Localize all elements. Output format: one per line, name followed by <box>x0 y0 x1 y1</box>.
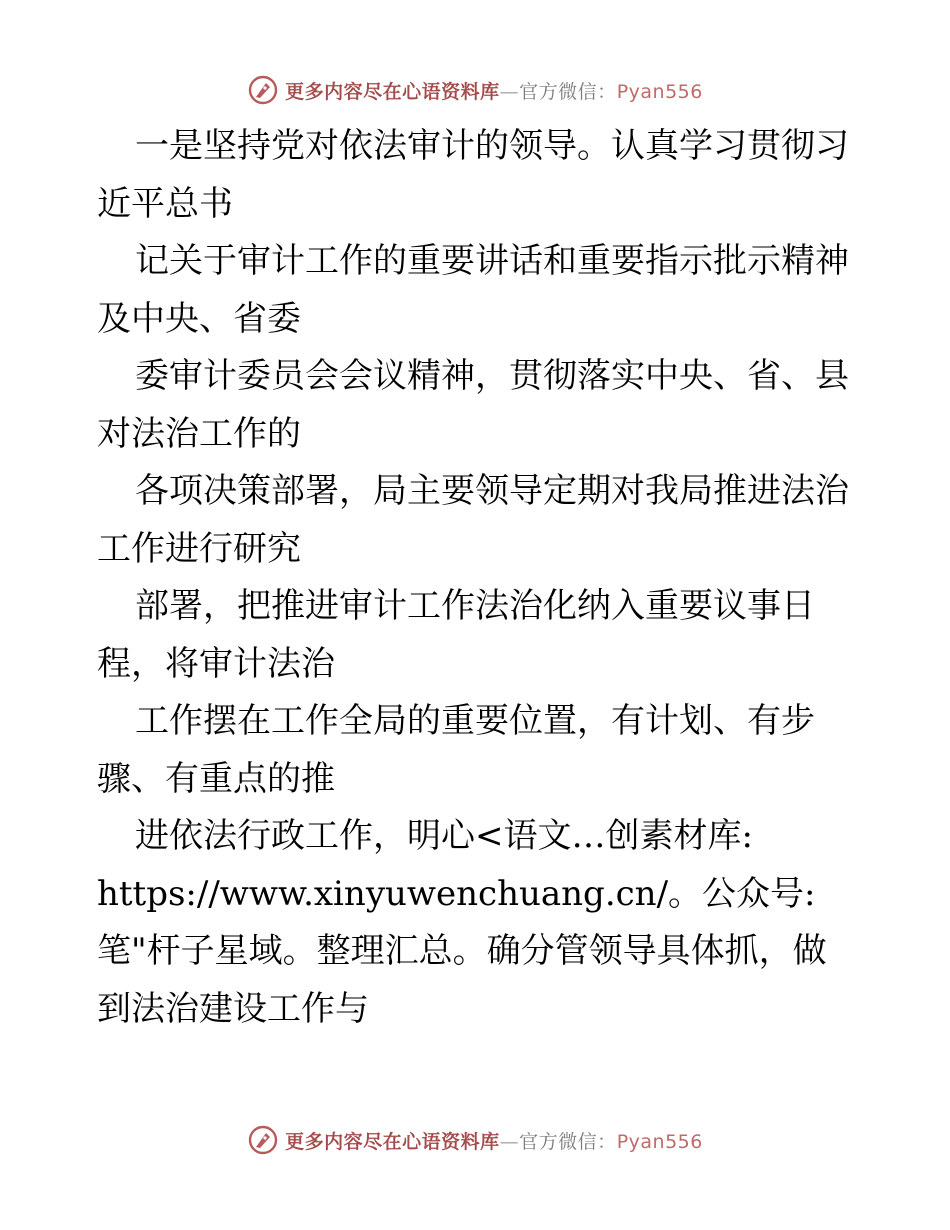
body-line: 工作摆在工作全局的重要位置，有计划、有步 <box>135 701 815 741</box>
body-line: 近平总书 <box>97 183 233 224</box>
body-line: 各项决策部署，局主要领导定期对我局推进法治 <box>135 471 849 511</box>
pen-nib-logo-icon <box>247 1124 279 1156</box>
body-line: 笔"杆子星域。整理汇总。确分管领导具体抓，做 <box>97 931 827 971</box>
body-line: 及中央、省委 <box>97 298 301 339</box>
footer-watermark <box>0 1120 950 1160</box>
pen-nib-logo-icon <box>247 74 279 106</box>
body-line: 到法治建设工作与 <box>97 988 369 1029</box>
body-line: 委审计委员会会议精神，贯彻落实中央、省、县 <box>135 356 849 396</box>
body-line: 骤、有重点的推 <box>97 758 335 799</box>
watermark-wechat-id: Pyan556 <box>616 1130 703 1153</box>
watermark-separator: — <box>499 1130 520 1153</box>
watermark-separator: — <box>499 80 520 103</box>
watermark-brand: 更多内容尽在心语资料库 <box>285 1130 500 1153</box>
body-line: 进依法行政工作，明心<语文…创素材库: <box>135 816 753 856</box>
body-line: 部署，把推进审计工作法治化纳入重要议事日 <box>135 586 815 626</box>
body-line: https://www.xinyuwenchuang.cn/。公众号: <box>97 873 816 914</box>
document-body <box>97 118 857 1038</box>
watermark-brand: 更多内容尽在心语资料库 <box>285 80 500 103</box>
watermark-wechat-label: 官方微信： <box>519 80 617 103</box>
header-watermark <box>0 70 950 110</box>
watermark-wechat-id: Pyan556 <box>616 80 703 103</box>
body-line: 记关于审计工作的重要讲话和重要指示批示精神 <box>135 241 849 281</box>
body-line: 对法治工作的 <box>97 413 301 454</box>
watermark-wechat-label: 官方微信： <box>519 1130 617 1153</box>
body-line: 程，将审计法治 <box>97 643 335 684</box>
body-line: 工作进行研究 <box>97 528 301 569</box>
body-line: 一是坚持党对依法审计的领导。认真学习贯彻习 <box>135 126 849 166</box>
